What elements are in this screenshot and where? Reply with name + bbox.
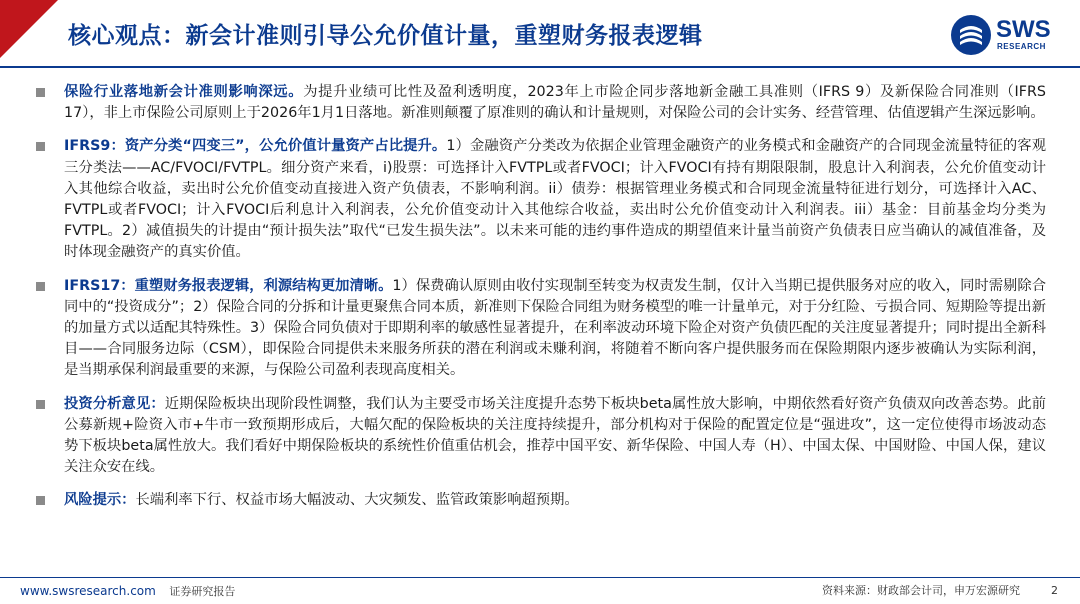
report-label: 证券研究报告: [169, 585, 236, 598]
section-text: 近期保险板块出现阶段性调整，我们认为主要受市场关注度提升态势下板块beta属性放大影响，中期依然看好资产负债双向改善态势。此前公募新规+险资入市+牛市一致预期形成后，大幅欠配的保险板块的关注度持续提升，部分机构对于保险的配置定位是“强进攻”，这一定位使得市场波动态势下板块beta属性放大。我们看好中期保险板块的系统性价值重估机会，推荐中国平安、新华保险、中国人寿（H）、中国太保、中国财险、中国人保，建议关注众安在线。: [64, 395, 1046, 476]
header-divider: [0, 66, 1080, 68]
section-text: 1）金融资产分类改为依据企业管理金融资产的业务模式和金融资产的合同现金流量特征的客观三分类法——AC/FVOCI/FVTPL。细分资产来看，i)股票：可选择计入FVTPL或者FVOCI；计入FVOCI有持有期限限制，股息计入利润表，公允价值变动计入其他综合收益，卖出时公允价值变动直接进入资产负债表，不影响利润。ii）债券：根据管理业务模式和合同现金流量特征进行划分，可选择计入AC、FVTPL或者FVOCI；计入FVOCI后利息计入利润表，公允价值变动计入其他综合收益，卖出时公允价值变动计入利润表。iii）基金：目前基金均分类为FVTPL。2）减值损失的计提由“预计损失法”取代“已发生损失法”。以未来可能的违约事件造成的期望值来计量当前资产负债表日应当确认的减值准备，及时体现金融资产的真实价值。: [64, 138, 1046, 261]
footer-left: [20, 582, 235, 601]
page-number: 2: [1051, 584, 1058, 597]
section-investment-view: [32, 394, 1046, 479]
section-ifrs17: [32, 276, 1046, 382]
square-bullet-icon: [36, 142, 45, 151]
square-bullet-icon: [36, 496, 45, 505]
section-risk-warning: [32, 490, 1046, 511]
section-accounting-standards: [32, 82, 1046, 124]
section-ifrs9: [32, 136, 1046, 263]
content-body: [32, 82, 1046, 524]
section-text: 为提升业绩可比性及盈利透明度，2023年上市险企同步落地新金融工具准则（IFRS 9）及新保险合同准则（IFRS 17），非上市保险公司原则上于2026年1月1日落地。新准则颠覆了原准则的确认和计量规则，对保险公司的会计实务、经营管理、估值逻辑产生深远影响。: [64, 84, 1046, 122]
sws-logo: [950, 14, 1058, 58]
website-link[interactable]: www.swsresearch.com: [20, 584, 156, 598]
corner-accent: [0, 0, 58, 58]
section-text: 长端利率下行、权益市场大幅波动、大灾频发、监管政策影响超预期。: [135, 492, 579, 509]
section-text: 1）保费确认原则由收付实现制至转变为权责发生制，仅计入当期已提供服务对应的收入，同时需剔除合同中的“投资成分”；2）保险合同的分拆和计量更聚焦合同本质，新准则下保险合同组为财务模型的唯一计量单元，对于分红险、亏损合同、短期险等提出新的加量方式以适配其特殊性。3）保险合同负债对于即期利率的敏感性显著提升，在利率波动环境下险企对资产负债匹配的关注度显著提升；同时提出全新科目——合同服务边际（CSM），即保险合同提供未来服务所获的潜在利润或未赚利润，将随着不断向客户提供服务而在保险期限内逐步被确认为实际利润，是当期承保利润最重要的来源，与保险公司盈利表现高度相关。: [64, 277, 1046, 379]
sws-logo-mark-icon: [950, 14, 992, 56]
page-title: 核心观点：新会计准则引导公允价值计量，重塑财务报表逻辑: [68, 23, 703, 49]
footer-divider: [0, 577, 1080, 578]
logo-subtext: RESEARCH: [997, 42, 1046, 51]
source-note: 资料来源：财政部会计司，申万宏源研究: [822, 584, 1020, 597]
section-heading: IFRS17：重塑财务报表逻辑，利源结构更加清晰。: [64, 277, 393, 294]
section-heading: IFRS9：资产分类“四变三”，公允价值计量资产占比提升。: [64, 138, 447, 155]
section-heading: 风险提示：: [64, 492, 136, 509]
section-heading: 投资分析意见：: [64, 395, 165, 412]
square-bullet-icon: [36, 282, 45, 291]
square-bullet-icon: [36, 88, 45, 97]
logo-wordmark: SWS: [996, 16, 1051, 43]
square-bullet-icon: [36, 400, 45, 409]
section-heading: 保险行业落地新会计准则影响深远。: [64, 84, 304, 100]
